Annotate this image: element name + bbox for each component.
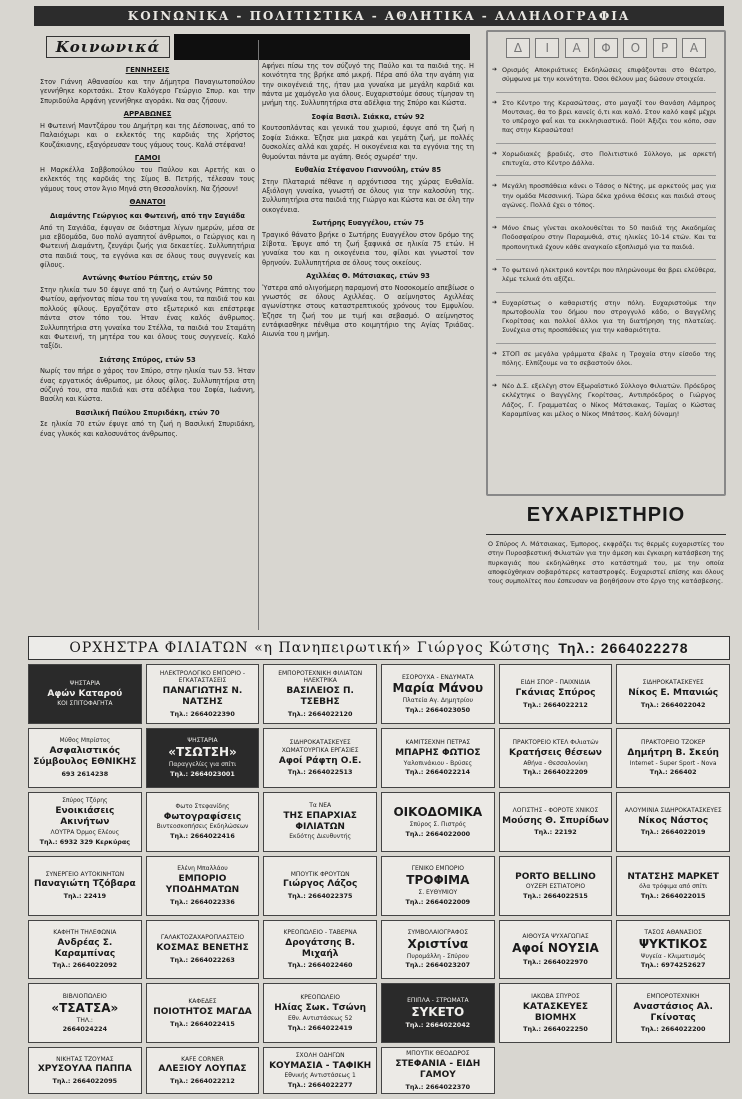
ad-heading: ΒΙΒΛΙΟΠΩΛΕΙΟ	[62, 992, 107, 1000]
ad-business-name: ΨΥΚΤΙΚΟΣ	[638, 936, 708, 951]
ad-phone: Τηλ.: 22192	[534, 828, 577, 837]
ad-business-name: Γιώργος Λάζος	[283, 879, 358, 890]
obituary-title: Ευθαλία Στέφανου Γιαννούλη, ετών 85	[294, 165, 442, 174]
ad-subtitle: ΛΟΥΤΡΑ Όρμος Ελέους	[50, 828, 120, 836]
advertisement	[263, 856, 377, 916]
ad-heading: Φωτο Στεφανίδης	[175, 802, 230, 810]
ad-business-name: ΤΡΟΦΙΜΑ	[406, 873, 470, 887]
obituary-title: Διαμάντης Γεώργιος και Φωτεινή, από την Σαγιάδα	[50, 211, 245, 220]
ad-business-name: ΟΙΚΟΔΟΜΙΚΑ	[393, 805, 483, 820]
section-title-social: Κοινωνικά	[46, 36, 170, 58]
ad-phone: Τηλ.: 22419	[63, 892, 107, 901]
ad-business-name: ΣΤΕΦΑΝΙΑ - ΕΙΔΗ ΓΑΜΟΥ	[395, 1059, 481, 1080]
news-item: ➔ Μόνο έπως γίνεται ακολουθείται το 50 παιδιά της Ακαδημίας Ποδοσφαίρου στην Παραμυθιά, στις ηλικίες 10-14 ετών. Και τα προπονητικά έχουν κάθε αναγκαίο εξοπλισμό για τα παιδιά.	[488, 224, 724, 252]
ad-phone: Τηλ.: 2664022000	[405, 829, 471, 838]
advertisement	[381, 983, 495, 1043]
advertisement	[263, 983, 377, 1043]
births-heading: ΓΕΝΝΗΣΕΙΣ	[125, 66, 170, 74]
advertisement	[499, 856, 613, 916]
ad-heading: ΗΛΕΚΤΡΟΛΟΓΙΚΟ ΕΜΠΟΡΙΟ - ΕΓΚΑΤΑΣΤΑΣΕΙΣ	[159, 669, 246, 685]
ad-subtitle: Παραγγελίες για σπίτι	[168, 761, 237, 769]
ad-business-name: ΣΥΚΕΤΟ	[411, 1004, 465, 1019]
news-item: ➔ ΣΤΟΠ σε μεγάλα γράμματα έβαλε η Τροχαία στην είσοδο της πόλης. Ελπίζουμε να το σεβαστούν όλοι.	[488, 350, 724, 369]
ad-phone: Τηλ.: 2664022460	[287, 961, 353, 970]
advertisement	[146, 920, 260, 980]
ad-business-name: ΤΗΣ ΕΠΑΡΧΙΑΣ ΦΙΛΙΑΤΩΝ	[283, 810, 357, 832]
advertisement	[616, 728, 730, 788]
ad-heading: ΚΡΕΟΠΩΛΕΙΟ - ΤΑΒΕΡΝΑ	[283, 929, 357, 937]
advertisement	[616, 983, 730, 1043]
ad-heading: ΜΠΟΥΤΙΚ ΦΡΟΥΤΩΝ	[290, 870, 350, 878]
advertisement	[263, 920, 377, 980]
obituary-text: Από τη Σαγιάδα, έφυγαν σε διάστημα λίγων ημερών, μέσα σε μια εβδομάδα, δυο πολύ αγαπητοί άνθρωποι, ο Γεώργιος και η Φωτεινή Διαμάντη, ζευγάρι ζωής για δεκαετίες. Συλλυπητήρια στα παιδιά τους, τα εγγόνια και σε όλους τους συγγενείς και φίλους.	[40, 223, 255, 270]
ad-heading: ΣΙΔΗΡΟΚΑΤΑΣΚΕΥΕΣ ΧΩΜΑΤΟΥΡΓΙΚΑ ΕΡΓΑΣΙΕΣ	[281, 738, 359, 754]
news-item: ➔ Στο Κέντρο της Κερασώτσας, στο μαγαζί του Θανάση Λάμπρος Μουτσιας, θα το βρει κανείς ό,τι και καλό. Στον καλό καφέ μέχρι το υπέροχο φαΐ και τα εκκλησιαστικά. Πού! Άξιζει του κόπο, σαν πας στην Κερασώτσα!	[488, 99, 724, 136]
ad-phone: Τηλ.: 2664022375	[287, 892, 353, 901]
advertisement	[381, 728, 495, 788]
ad-business-name: ΚΟΣΜΑΣ ΒΕΝΕΤΗΣ	[156, 943, 249, 954]
ad-business-name: Ηλίας Σωκ. Τσώνη	[274, 1003, 367, 1014]
ad-heading: ΨΗΣΤΑΡΙΑ	[187, 737, 218, 745]
ad-phone: Τηλ.: 2664022095	[52, 1077, 118, 1086]
ad-subtitle: Αθήνα - Θεσσαλονίκη	[523, 759, 588, 767]
ad-phone: Τηλ.: 2664022419	[287, 1023, 353, 1032]
ad-heading: Τα ΝΕΑ	[309, 802, 332, 810]
ad-heading: ΚΑΜΙΤΣΕΧΝΗ ΠΕΤΡΑΣ	[405, 738, 471, 746]
advertisement	[616, 664, 730, 724]
ad-phone: Τηλ.: 2664022120	[287, 709, 353, 718]
advertisement	[381, 920, 495, 980]
ad-phone: Τηλ.: 2664023207	[405, 961, 471, 970]
advertisement	[381, 856, 495, 916]
ad-heading: KAFE CORNER	[181, 1055, 224, 1063]
ad-business-name: ΧΡΥΣΟΥΛΑ ΠΑΠΠΑ	[37, 1064, 132, 1075]
ad-phone: Τηλ.: 2664022092	[52, 961, 118, 970]
ad-subtitle: Πυρομάλλη - Σπύρου	[406, 952, 469, 960]
advertisement	[28, 792, 142, 852]
ad-business-name: Ενοικιάσεις Ακινήτων	[55, 806, 115, 828]
advertisement	[146, 856, 260, 916]
ad-heading: ΕΜΠΟΡΟΤΕΧΝΙΚΗ	[646, 992, 700, 1000]
title-letter: Ρ	[653, 38, 677, 58]
ad-business-name: Δημήτρη Β. Σκεύη	[627, 747, 719, 758]
divider	[496, 175, 716, 176]
ad-phone: Τηλ.: 2664022015	[640, 892, 706, 901]
ad-phone: Τηλ.: 6974252627	[640, 961, 706, 970]
ad-business-name: ΑΛΕΞΙΟΥ ΛΟΥΠΑΣ	[158, 1064, 247, 1075]
ad-business-name: «ΤΣΩΤΣΗ»	[168, 745, 237, 760]
ad-business-name: Ασφαλιστικός Σύμβουλος ΕΘΝΙΚΗΣ	[33, 746, 137, 768]
ad-heading: ΤΑΣΟΣ ΑΘΑΝΑΣΙΟΣ	[644, 929, 702, 937]
banner-phone: Τηλ.: 2664022278	[558, 640, 689, 656]
thanks-text: Ο Σπύρος Λ. Μάτσιακας, Έμπορος, εκφράζει τις θερμές ευχαριστίες του στην Πυροσβεστική Φιλιατών για την άμεση και έγκαιρη κατάσβεση της πυρκαγιάς που εκδηλώθηκε στο κατάστημά του, με την οποία αποφεύχθηκαν σοβαρότερες καταστροφές. Ευχαριστεί επίσης και όλους τους συμπολίτες που έσπευσαν να βοηθήσουν στο έργο της κατάσβεσης.	[488, 540, 724, 586]
engagements-heading: ΑΡΡΑΒΩΝΕΣ	[123, 110, 172, 119]
ad-business-name: Αφών Καταρού	[47, 688, 123, 699]
news-item: ➔ Χορωδιακές βραδιές, στο Πολιτιστικό Σύλλογο, με αρκετή επιτυχία, στο Κέντρο Δάλλα.	[488, 150, 724, 169]
ad-heading: ΠΡΑΚΤΟΡΕΙΟ ΤΖΟΚΕΡ	[641, 738, 706, 746]
ad-business-name: Κρατήσεις θέσεων	[509, 747, 602, 758]
advertisement	[263, 1047, 377, 1094]
ad-heading: ΕΠΙΠΛΑ - ΣΤΡΩΜΑΤΑ	[407, 996, 469, 1004]
ad-phone: Τηλ.: 2664022009	[405, 897, 471, 906]
advertisement	[263, 728, 377, 788]
ad-subtitle: Internet - Super Sport - Nova	[629, 759, 717, 767]
advertisement	[499, 792, 613, 852]
ad-heading: ΙΑΚΩΒΑ ΣΠΥΡΟΣ	[531, 992, 580, 1000]
ad-business-name: Δρογάτσης Β. Μιχαήλ	[285, 937, 356, 959]
ad-phone: Τηλ.: 2664022415	[170, 1019, 235, 1028]
ad-phone: Τηλ.: 6932 329 Κερκύρας	[39, 837, 131, 846]
news-box	[486, 30, 726, 496]
ad-subtitle: ΟΥΖΕΡΙ ΕΣΤΙΑΤΟΡΙΟ	[525, 883, 586, 891]
ad-phone: Τηλ.: 2664022513	[287, 768, 353, 777]
news-item: ➔ Μεγάλη προσπάθεια κάνει ο Τάσος ο Νέτης, με αρκετούς μας για την ομάδα Μεσσινική. Τώρα δέκα χρόνια θέσεις και παιδιά στους αγώνες. Πολλά έχει ο τόπος.	[488, 182, 724, 210]
weddings-text: Η Μαρκέλλα Σαββοπούλου του Παύλου και Αρετής και ο εκλεκτός της καρδιάς της Σίμος Β. Πετρής, τέλεσαν τους γάμους τους στον Άγιο Μηνά στη Θεσσαλονίκη. Να ζήσουν!	[40, 165, 255, 193]
news-title	[506, 38, 706, 58]
ad-subtitle: Εθνικής Αντιστάσεως 1	[284, 1072, 356, 1080]
obituary-text: Στην Πλαταριά πέθανε η αρχόντισσα της χώρας Ευθαλία. Αξιόλογη γυναίκα, γνωστή σε όλους για την καλοσύνη της. Συλλυπητήρια στα παιδιά της Γιώργο και Κώστα και σε όλη την οικογένεια.	[262, 177, 474, 214]
obituary-title: Βασιλική Παύλου Σπυριδάκη, ετών 70	[75, 408, 220, 417]
ad-phone: Τηλ.: 2664022416	[170, 832, 235, 841]
advertisement	[499, 728, 613, 788]
ad-phone: 2664024224	[62, 1025, 108, 1034]
ad-heading: ΓΕΝΙΚΟ ΕΜΠΟΡΙΟ	[411, 865, 464, 873]
ad-heading: ΕΣΟΡΟΥΧΑ - ΕΝΔΥΜΑΤΑ	[402, 673, 474, 681]
obituary-title: Αχιλλέας Θ. Μάτσιακας, ετών 93	[306, 272, 430, 281]
advertisement	[28, 1047, 142, 1094]
ad-phone: Τηλ.: 2664022515	[523, 892, 588, 901]
obituary-text: Σε ηλικία 70 ετών έφυγε από τη ζωή η Βασιλική Σπυριδάκη, ένας γλυκός και καλοσυνάτος άνθρωπος.	[40, 420, 255, 438]
weddings-heading: ΓΑΜΟΙ	[134, 154, 161, 163]
deaths-heading: ΘΑΝΑΤΟΙ	[129, 198, 166, 207]
obituary-text: Ύστερα από ολιγοήμερη παραμονή στο Νοσοκομείο απεβίωσε ο γνωστός σε όλους Αχιλλέας. Ο αείμνηστος Αχιλλέας αγωνίστηκε στους καταστρεπτικούς χρόνους του Εμφυλίου. Έζησε τη ζωή του με τιμή και σεβασμό. Ο αείμνηστος εντάφιασθηκε πένθιμα στο κοιμητήριο της Αγίας Τριάδας. Αιωνία του η μνήμη.	[262, 283, 474, 339]
ad-heading: ΝΙΚΗΤΑΣ ΤΖΟΥΜΑΣ	[56, 1055, 114, 1063]
ad-phone: Τηλ.: 2664022212	[523, 700, 588, 709]
ad-business-name: Χριστίνα	[407, 936, 469, 951]
divider	[496, 217, 716, 218]
advertisement	[28, 920, 142, 980]
ad-subtitle: Πλατεία Αγ. Δημητρίου	[402, 697, 473, 705]
ad-heading: ΚΡΕΟΠΩΛΕΙΟ	[300, 994, 340, 1002]
ad-phone: Τηλ.: 2664022214	[405, 768, 471, 777]
ad-heading: ΕΙΔΗ ΣΠΟΡ - ΠΑΙΧΝΙΔΙΑ	[520, 678, 591, 686]
advertisement	[381, 664, 495, 724]
ad-phone: Τηλ.: 2664022336	[170, 897, 235, 906]
obituary-text: Στην ηλικία των 50 έφυγε από τη ζωή ο Αντώνης Ράπτης του Φωτίου, αφήνοντας πίσω του τη γυναίκα του, τα παιδιά του και πολλούς φίλους. Εργαζόταν στο εξωτερικό και επέστρεφε πάντα στον τόπο του. Ήταν ένας καλός άνθρωπος. Συλλυπητήρια στη γυναίκα του Στέλλα, τα παιδιά του Σταμάτη και Φωτεινή, τη μητέρα του και όλους τους συγγενείς. Καλό ταξίδι.	[40, 286, 255, 351]
advertisement	[381, 792, 495, 852]
ad-heading: ΣΧΟΛΗ ΟΔΗΓΩΝ	[295, 1051, 345, 1059]
ad-business-name: ΚΟΥΜΑΣΙΑ - ΤΑΦΙΚΗ	[269, 1060, 372, 1071]
title-letter: Ο	[623, 38, 647, 58]
masthead: ΚΟΙΝΩΝΙΚΑ - ΠΟΛΙΤΙΣΤΙΚΑ - ΑΘΛΗΤΙΚΑ - ΑΛΛΗΛΟΓΡΑΦΙΑ	[34, 6, 724, 26]
ad-phone: Τηλ.: 2664022212	[170, 1077, 235, 1086]
ad-business-name: Αφοί Ράφτη Ο.Ε.	[278, 755, 362, 766]
ad-business-name: ΒΑΣΙΛΕΙΟΣ Π. ΤΣΕΒΗΣ	[286, 686, 354, 708]
ad-business-name: Μαρία Μάνου	[392, 681, 484, 696]
thanks-title: ΕΥΧΑΡΙΣΤΗΡΙΟ	[526, 504, 686, 526]
ad-phone: Τηλ.: 2664022042	[405, 1021, 471, 1030]
ad-subtitle: Σπύρος Σ. Πιστρός	[409, 821, 466, 829]
ad-business-name: Νίκος Νάστος	[638, 815, 709, 826]
obituary-text: Νωρίς τον πήρε ο χάρος τον Σπύρο, στην ηλικία των 53. Ήταν ένας εργατικός άνθρωπος, με όλους φίλος. Συλλυπητήρια στη σύζυγό του, στα παιδιά και στα αδέλφια του Σοφία, Ιωάννη, Βασίλη και Κώστα.	[40, 367, 255, 404]
advertisement	[146, 1047, 260, 1094]
ad-phone: Τηλ.: 2664023001	[170, 769, 235, 778]
banner-text: ΟΡΧΗΣΤΡΑ ΦΙΛΙΑΤΩΝ «η Πανηπειρωτική» Γιώργος Κώτσης	[69, 640, 551, 656]
ad-phone: Τηλ.: 2664023050	[405, 705, 471, 714]
title-letter: Δ	[506, 38, 530, 58]
ad-business-name: Παναγιώτη Τζόβαρα	[33, 879, 136, 890]
obituary-text: Κουτσοπλάντας και γενικά του χωριού, έφυγε από τη ζωή η Σοφία Σιάκκα. Έζησε μια μακρά και γεμάτη ζωή, με πολλές δυσκολίες αλλά και χαρές. Η οικογένεια και τα εγγόνια της τη θυμούνται πάντα με αγάπη. Θεός σχωρέσ' την.	[262, 124, 474, 161]
ad-phone: Τηλ.: 2664022970	[523, 957, 588, 966]
ad-heading: ΑΙΘΟΥΣΑ ΨΥΧΑΓΩΓΙΑΣ	[522, 932, 589, 940]
ad-business-name: Αναστάσιος Αλ. Γκίνοτας	[633, 1001, 713, 1023]
ad-business-name: Αφοί ΝΟΥΣΙΑ	[512, 940, 599, 955]
advertisement	[499, 664, 613, 724]
news-item: ➔ Το φωτεινό ηλεκτρικό κοντέρι που πληρώνουμε θα βρει ελεύθερα, λέμε τελικά ότι αξίζει.	[488, 266, 724, 285]
ad-business-name: Φωτογραφίσεις	[163, 811, 242, 822]
ad-heading: ΛΟΓΙΣΤΗΣ - ΦΟΡΟΤΕ ΧΝΙΚΟΣ	[512, 806, 599, 814]
ad-phone: Τηλ.: 2664022019	[640, 828, 706, 837]
divider	[496, 143, 716, 144]
ad-phone: Τηλ.: 266402	[649, 768, 697, 777]
divider	[496, 259, 716, 260]
ad-business-name: Γκάνιας Σπύρος	[515, 687, 596, 698]
ad-subtitle: Υαλοπινάκιου - Βρύσες	[403, 759, 473, 767]
ad-subtitle: Ψυγεία - Κλιματισμός	[640, 952, 706, 960]
advertisement	[28, 728, 142, 788]
news-item: ➔ Ορισμός Αποκριάτικες Εκδηλώσεις επιφάζονται στο Θέατρο, σύμφωνα με την κοινότητα. Όσοι θέλουν μας δώσουν στοιχεία.	[488, 66, 724, 85]
advertisement	[146, 728, 260, 788]
divider	[496, 92, 716, 93]
ad-phone: Τηλ.: 2664022250	[523, 1025, 588, 1034]
ad-heading: ΚΑΦΗΤΗ ΤΗΛΕΦΩΝΙΑ	[53, 929, 117, 937]
title-letter: Α	[682, 38, 706, 58]
ad-heading: ΣΥΝΕΡΓΕΙΟ ΑΥΤΟΚΙΝΗΤΩΝ	[45, 870, 125, 878]
ad-subtitle: Σ. ΕΥΘΥΜΙΟΥ	[418, 888, 458, 896]
obituary-text: Αφήνει πίσω της τον σύζυγό της Παύλο και τα παιδιά της. Η κοινότητα της βρήκε από μικρή. Πέρα από όλα την αγάπη για την οικογένειά της, ήταν μια γυναίκα με μεγάλη καρδιά και πάντα με χαμόγελο για όλους. Ευχαριστούμε όσους τίμησαν τη μνήμη της. Συλλυπητήρια στα αδέλφια της Σπύρο και Κώστα.	[262, 62, 474, 108]
obituary-title: Σοφία Βασιλ. Σιάκκα, ετών 92	[311, 112, 425, 121]
advertisement	[28, 983, 142, 1043]
ad-heading: Σπύρος Τζόρης	[62, 797, 108, 805]
ad-business-name: Νίκος Ε. Μπανιώς	[628, 687, 719, 698]
divider	[486, 534, 726, 535]
ad-subtitle: όλα τρόφιμα από σπίτι	[639, 883, 708, 891]
ad-heading: ΠΡΑΚΤΟΡΕΙΟ ΚΤΕΛ Φιλιατών	[512, 738, 599, 746]
advertisement	[146, 664, 260, 724]
ads-grid	[28, 664, 730, 1094]
advertisement	[263, 664, 377, 724]
obituary-title: Αντώνης Φωτίου Ράπτης, ετών 50	[82, 274, 213, 283]
ad-phone: Τηλ.: 2664022390	[170, 709, 235, 718]
news-item: ➔ Νέο Δ.Σ. εξελέγη στον Εξωραϊστικό Σύλλογο Φιλιατών. Πρόεδρος εκλέχτηκε ο Βαγγέλης Γκορίτσας, Αντιπρόεδρος ο Γιώργος Λάζος, Γ. Γραμματέας ο Νίκος Μάτσιακας, Ταμίας ο Κώστας Καραμπίνας και μέλος ο Νίκος Μπάτσος. Καλή δύναμη!	[488, 382, 724, 419]
ad-heading: ΚΑΦΕΔΕΣ	[188, 998, 217, 1006]
advertisement	[616, 856, 730, 916]
ad-phone: Τηλ.: 2664022370	[405, 1082, 471, 1091]
title-letter: Φ	[594, 38, 618, 58]
obituary-title: Σιάτσης Σπύρος, ετών 53	[99, 355, 196, 364]
ad-phone: Τηλ.: 2664022209	[523, 768, 588, 777]
ad-heading: ΓΑΛΑΚΤΟΖΑΧΑΡΟΠΛΑΣΤΕΙΟ	[160, 934, 245, 942]
engagements-text: Η Φωτεινή Μαντζάρου του Δημήτρη και της Δέσποινας, από το Παλαιόχωρι και ο εκλεκτός της καρδιάς της Χρήστος Κουζάκιανης, εξαγόρευσαν τους γάμους τους. Καλά στέφανα!	[40, 121, 255, 149]
divider	[496, 343, 716, 344]
advertisement	[499, 920, 613, 980]
ad-business-name: «ΤΣΑΤΣΑ»	[51, 1000, 119, 1015]
social-column-1	[40, 32, 255, 632]
title-letter: Ι	[535, 38, 559, 58]
ad-business-name: ΠΑΝΑΓΙΩΤΗΣ Ν. ΝΑΤΣΗΣ	[162, 686, 243, 708]
advertisement	[28, 856, 142, 916]
ad-heading: ΑΛΟΥΜΙΝΙΑ ΣΙΔΗΡΟΚΑΤΑΣΚΕΥΕΣ	[624, 806, 722, 814]
ad-heading: ΣΙΔΗΡΟΚΑΤΑΣΚΕΥΕΣ	[642, 678, 704, 686]
advertisement	[146, 792, 260, 852]
ad-business-name: Μούσης Θ. Σπυρίδων	[502, 815, 609, 826]
ad-phone: Τηλ.: 2664022277	[287, 1081, 353, 1090]
ad-business-name: ΠΟΙΟΤΗΤΟΣ ΜΑΓΔΑ	[153, 1007, 252, 1018]
ad-business-name: ΚΑΤΑΣΚΕΥΕΣ ΒΙΟΜΗΧ	[522, 1001, 589, 1023]
title-letter: Α	[565, 38, 589, 58]
advertisement	[616, 792, 730, 852]
divider	[496, 292, 716, 293]
ad-heading: Ελένη Μπαλλάου	[177, 865, 228, 873]
news-item: ➔ Ευχαρίστως ο καθαριστής στην πόλη. Ευχαριστούμε την πρωτοβουλία του δήμου που στρογγυλό κάδο, ο Βαγγέλης Γκορίτσας και πολλοί άλλοι για τη διατήρηση της πλατείας. Συνέχεια στις προσπάθειες για την καθαριότητα.	[488, 299, 724, 336]
ad-phone: Τηλ.: 2664022263	[170, 956, 235, 965]
ad-business-name: ΕΜΠΟΡΙΟ ΥΠΟΔΗΜΑΤΩΝ	[165, 874, 240, 895]
advertisement	[499, 983, 613, 1043]
ad-business-name: ΝΤΑΤΣΗΣ ΜΑΡΚΕΤ	[627, 871, 719, 882]
ad-subtitle: Εκδότης Διευθυντής	[289, 833, 352, 841]
ad-business-name: PORTO BELLINO	[515, 871, 596, 882]
advertisement	[146, 983, 260, 1043]
advertisement	[616, 920, 730, 980]
ad-business-name: ΜΠΑΡΗΣ ΦΩΤΙΟΣ	[395, 747, 481, 758]
advertisement	[381, 1047, 495, 1094]
ad-heading: ΜΠΟΥΤΙΚ ΘΕΟΔΩΡΟΣ	[406, 1050, 470, 1058]
ad-business-name: Ανδρέας Σ. Καραμπίνας	[54, 937, 116, 959]
ad-subtitle: Εθν. Αντιστάσεως 52	[288, 1015, 353, 1023]
orchestra-banner	[28, 636, 730, 660]
ad-phone: Τηλ.: 2664022042	[640, 700, 706, 709]
obituary-text: Τραγικό θάνατο βρήκε ο Σωτήρης Ευαγγέλου στον δρόμο της Σίβοτα. Έφυγε από τη ζωή ξαφνικά σε ηλικία 75 ετών. Η γυναίκα του και η οικογένεια του, φίλοι και γνωστοί τον θρηνούν. Συλλυπητήρια σε όλους τους οικείους.	[262, 230, 474, 267]
ad-heading: Μύθος Μπρίστος	[59, 737, 111, 745]
ad-phone: Τηλ.: 2664022200	[640, 1025, 706, 1034]
column-divider	[258, 40, 259, 630]
ad-heading: ΕΜΠΟΡΟΤΕΧΝΙΚΗ ΦΙΛΙΑΤΩΝ ΗΛΕΚΤΡΙΚΑ	[278, 669, 363, 685]
ad-subtitle: ΚΟΙ ΣΠΙΤΟΦΑΓΗΤΑ	[57, 700, 113, 708]
ad-subtitle: ΤΗΛ.:	[76, 1016, 93, 1024]
births-text: Στον Γιάννη Αθανασίου και την Δήμητρα Παναγιωτοπούλου γεννήθηκε κοριτσάκι. Στον Καλόγερο Γεώργιο Σπυρ. και την Σπυριδούλα Αρφάνη γεννήθηκε αγοράκι. Να σας ζήσουν.	[40, 77, 255, 105]
advertisement	[28, 664, 142, 724]
divider	[496, 375, 716, 376]
social-column-2	[262, 32, 474, 632]
ad-heading: ΣΥΜΒΟΛΑΙΟΓΡΑΦΟΣ	[407, 929, 469, 937]
obituary-title: Σωτήρης Ευαγγέλου, ετών 75	[312, 218, 424, 227]
ad-subtitle: Βιντεοσκοπήσεις Εκδηλώσεων	[156, 823, 249, 831]
ad-phone: 693 2614238	[61, 769, 109, 778]
advertisement	[263, 792, 377, 852]
ad-heading: ΨΗΣΤΑΡΙΑ	[69, 679, 100, 687]
